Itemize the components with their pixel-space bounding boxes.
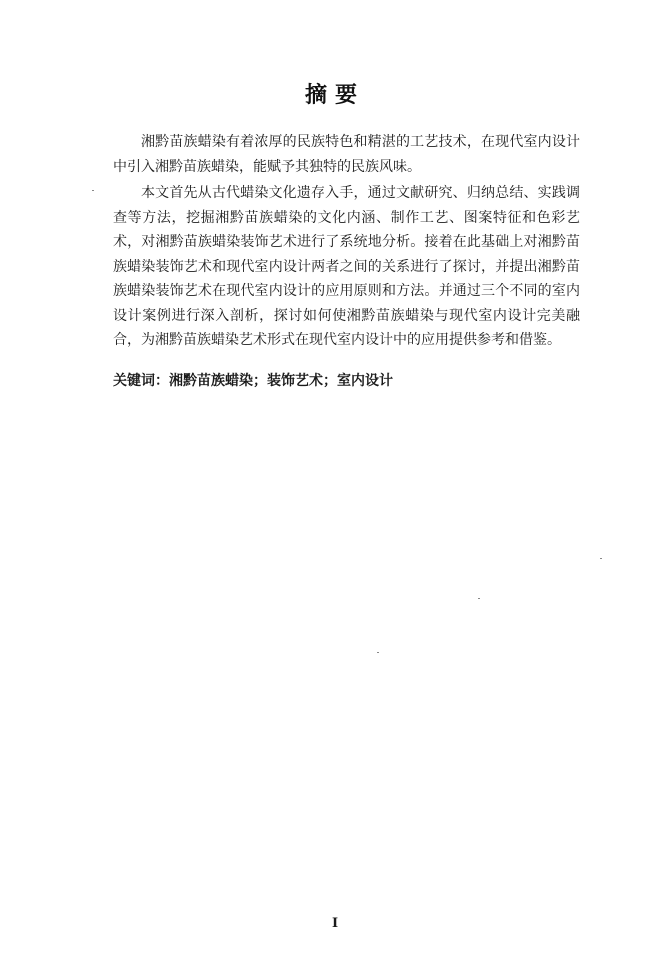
page-number: I (331, 916, 339, 931)
keywords-line: 关键词：湘黔苗族蜡染；装饰艺术；室内设计 (113, 373, 393, 389)
abstract-title: 摘要 (304, 83, 365, 108)
scan-speck (600, 558, 602, 559)
scan-speck (478, 598, 480, 599)
scan-speck (92, 190, 94, 191)
abstract-paragraph-2: 本文首先从古代蜡染文化遗存入手，通过文献研究、归纳总结、实践调查等方法，挖掘湘黔苗族蜡染的文化内涵、制作工艺、图案特征和色彩艺术，对湘黔苗族蜡染装饰艺术进行了系统地分析。接着在此基础上对湘黔苗族蜡染装饰艺术和现代室内设计两者之间的关系进行了探讨，并提出湘黔苗族蜡染装饰艺术在现代室内设计的应用原则和方法。并通过三个不同的室内设计案例进行深入剖析，探讨如何使湘黔苗族蜡染与现代室内设计完美融合，为湘黔苗族蜡染艺术形式在现代室内设计中的应用提供参考和借鉴。 (113, 185, 580, 348)
abstract-paragraph-1: 湘黔苗族蜡染有着浓厚的民族特色和精湛的工艺技术，在现代室内设计中引入湘黔苗族蜡染，能赋予其独特的民族风味。 (113, 134, 580, 175)
scan-speck (377, 652, 379, 653)
